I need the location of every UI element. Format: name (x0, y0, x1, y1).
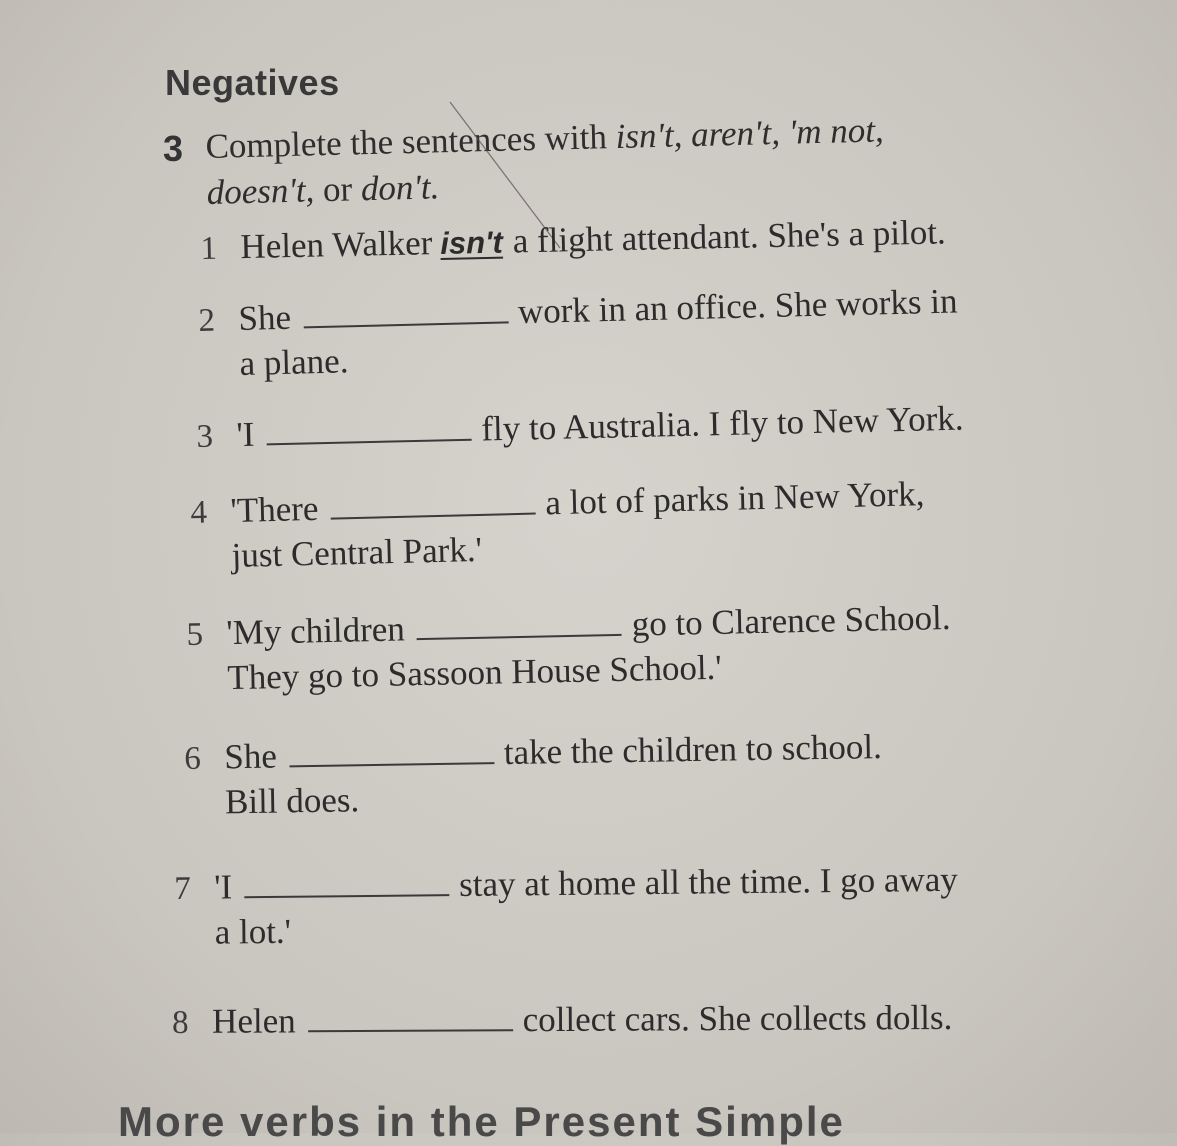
answer-blank[interactable] (289, 732, 494, 767)
instruction-or: or (313, 169, 362, 210)
item-text-after: stay at home all the time. I go away (458, 859, 958, 905)
item-text-after: a flight attendant. She's a pilot. (512, 212, 947, 261)
item-text-continued: They go to Sassoon House School.' (226, 647, 723, 698)
item-text-continued: Bill does. (224, 780, 360, 822)
answer-blank[interactable] (308, 999, 513, 1032)
item-text-continued: a lot.' (214, 911, 292, 952)
next-section-heading: More verbs in the Present Simple (118, 1098, 845, 1145)
item-text-after: a lot of parks in New York, (544, 474, 925, 523)
item-text-after: collect cars. She collects dolls. (522, 997, 953, 1040)
item-number: 8 (172, 1004, 189, 1041)
sentence-item (174, 858, 958, 955)
item-text-continued: a plane. (239, 341, 349, 383)
item-text-before: 'I (214, 867, 233, 907)
item-text-before: She (238, 297, 292, 339)
sentence-item (186, 596, 952, 701)
answer-blank[interactable] (244, 864, 449, 898)
item-number: 3 (196, 418, 214, 455)
item-text-before: 'There (230, 488, 319, 531)
item-text-after: go to Clarence School. (631, 597, 951, 644)
item-number: 6 (184, 740, 202, 777)
item-text-before: 'I (236, 414, 255, 455)
sentence-item (198, 279, 959, 387)
item-number: 4 (190, 494, 208, 531)
item-text-before: She (224, 736, 278, 777)
answer-blank[interactable] (302, 291, 508, 328)
instruction-text: Complete the sentences with (205, 116, 617, 166)
sentence-item (200, 210, 946, 271)
sentence-item (184, 725, 883, 825)
instruction-options-3: don't. (360, 167, 440, 209)
exercise-number: 3 (163, 128, 184, 169)
item-text-before: Helen Walker (240, 223, 433, 267)
item-text-after: work in an office. She works in (517, 281, 958, 332)
item-number: 7 (174, 870, 191, 907)
sentence-item (196, 397, 964, 459)
item-number: 5 (186, 616, 204, 653)
item-text-after: fly to Australia. I fly to New York. (480, 398, 964, 449)
answer-blank[interactable] (266, 409, 472, 446)
instruction-options-1: isn't, aren't, 'm not, (615, 110, 885, 156)
item-text-continued: just Central Park.' (231, 529, 483, 575)
item-number: 1 (200, 230, 218, 267)
sentence-item (172, 996, 952, 1045)
sentence-item (190, 472, 926, 579)
item-number: 2 (198, 302, 216, 339)
item-text-after: take the children to school. (503, 727, 883, 772)
item-text-before: Helen (212, 1001, 296, 1041)
answer-blank[interactable] (416, 604, 622, 640)
instruction-options-2: doesn't, (206, 170, 315, 212)
section-heading: Negatives (165, 62, 340, 103)
answer-blank[interactable] (330, 483, 536, 520)
item-text-before: 'My children (226, 609, 406, 653)
example-answer: isn't (439, 224, 504, 261)
